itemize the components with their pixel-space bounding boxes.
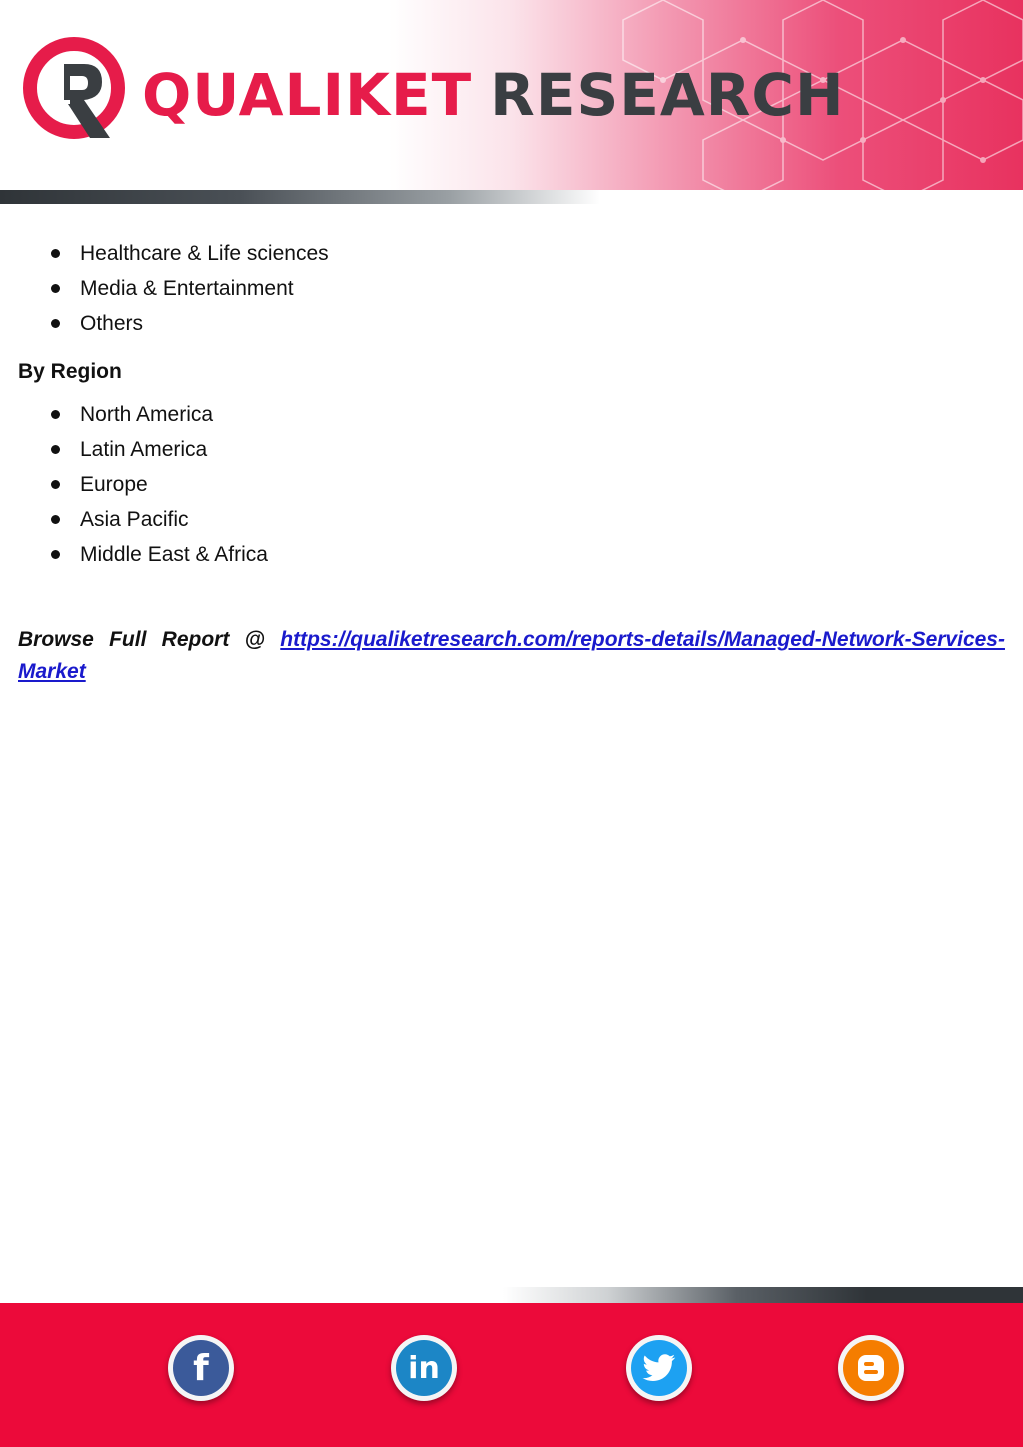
list-item: [18, 306, 1005, 341]
list-item-text: Middle East & Africa: [80, 543, 268, 566]
facebook-link[interactable]: [168, 1335, 234, 1401]
report-link[interactable]: https://qualiketresearch.com/reports-details/Managed-Network-Services-Market: [18, 628, 1005, 683]
brand-name-part2: RESEARCH: [490, 61, 845, 129]
list-item: [18, 271, 1005, 306]
list-item: [18, 236, 1005, 271]
list-item: [18, 432, 1005, 467]
linkedin-icon: [396, 1340, 452, 1396]
industry-list: [18, 236, 1005, 341]
brand-name-part1: QUALIKET: [142, 61, 473, 129]
list-item: [18, 502, 1005, 537]
blogger-icon: [843, 1340, 899, 1396]
list-item-text: Others: [80, 312, 144, 335]
twitter-icon: [631, 1340, 687, 1396]
bullet-icon: [51, 410, 60, 419]
bullet-icon: [51, 445, 60, 454]
list-item-text: Europe: [80, 473, 148, 496]
page-header: [0, 0, 1023, 190]
list-item-text: Latin America: [80, 438, 208, 461]
linkedin-glyph: in: [408, 1350, 440, 1386]
list-item: [18, 397, 1005, 432]
browse-label: Browse Full Report @: [18, 628, 266, 651]
header-divider: [0, 190, 600, 204]
region-list: [18, 397, 1005, 572]
bullet-icon: [51, 480, 60, 489]
list-item: [18, 467, 1005, 502]
list-item: [18, 537, 1005, 572]
facebook-icon: [173, 1340, 229, 1396]
twitter-link[interactable]: [626, 1335, 692, 1401]
region-heading: By Region: [18, 360, 122, 383]
bullet-icon: [51, 284, 60, 293]
bullet-icon: [51, 550, 60, 559]
bullet-icon: [51, 249, 60, 258]
bullet-icon: [51, 319, 60, 328]
twitter-bird-icon: [642, 1354, 676, 1382]
facebook-glyph: f: [193, 1347, 209, 1389]
list-item-text: Media & Entertainment: [80, 277, 294, 300]
document-body: [18, 236, 1005, 688]
list-item-text: Healthcare & Life sciences: [80, 242, 329, 265]
page-footer: [0, 1303, 1023, 1447]
footer-divider: [503, 1287, 1023, 1303]
logo-icon: [22, 34, 132, 148]
bullet-icon: [51, 515, 60, 524]
list-item-text: Asia Pacific: [80, 508, 189, 531]
brand-name: [142, 62, 845, 128]
list-item-text: North America: [80, 403, 214, 426]
linkedin-link[interactable]: [391, 1335, 457, 1401]
browse-report: [18, 624, 1005, 688]
blogger-b-icon: [856, 1353, 886, 1383]
blogger-link[interactable]: [838, 1335, 904, 1401]
